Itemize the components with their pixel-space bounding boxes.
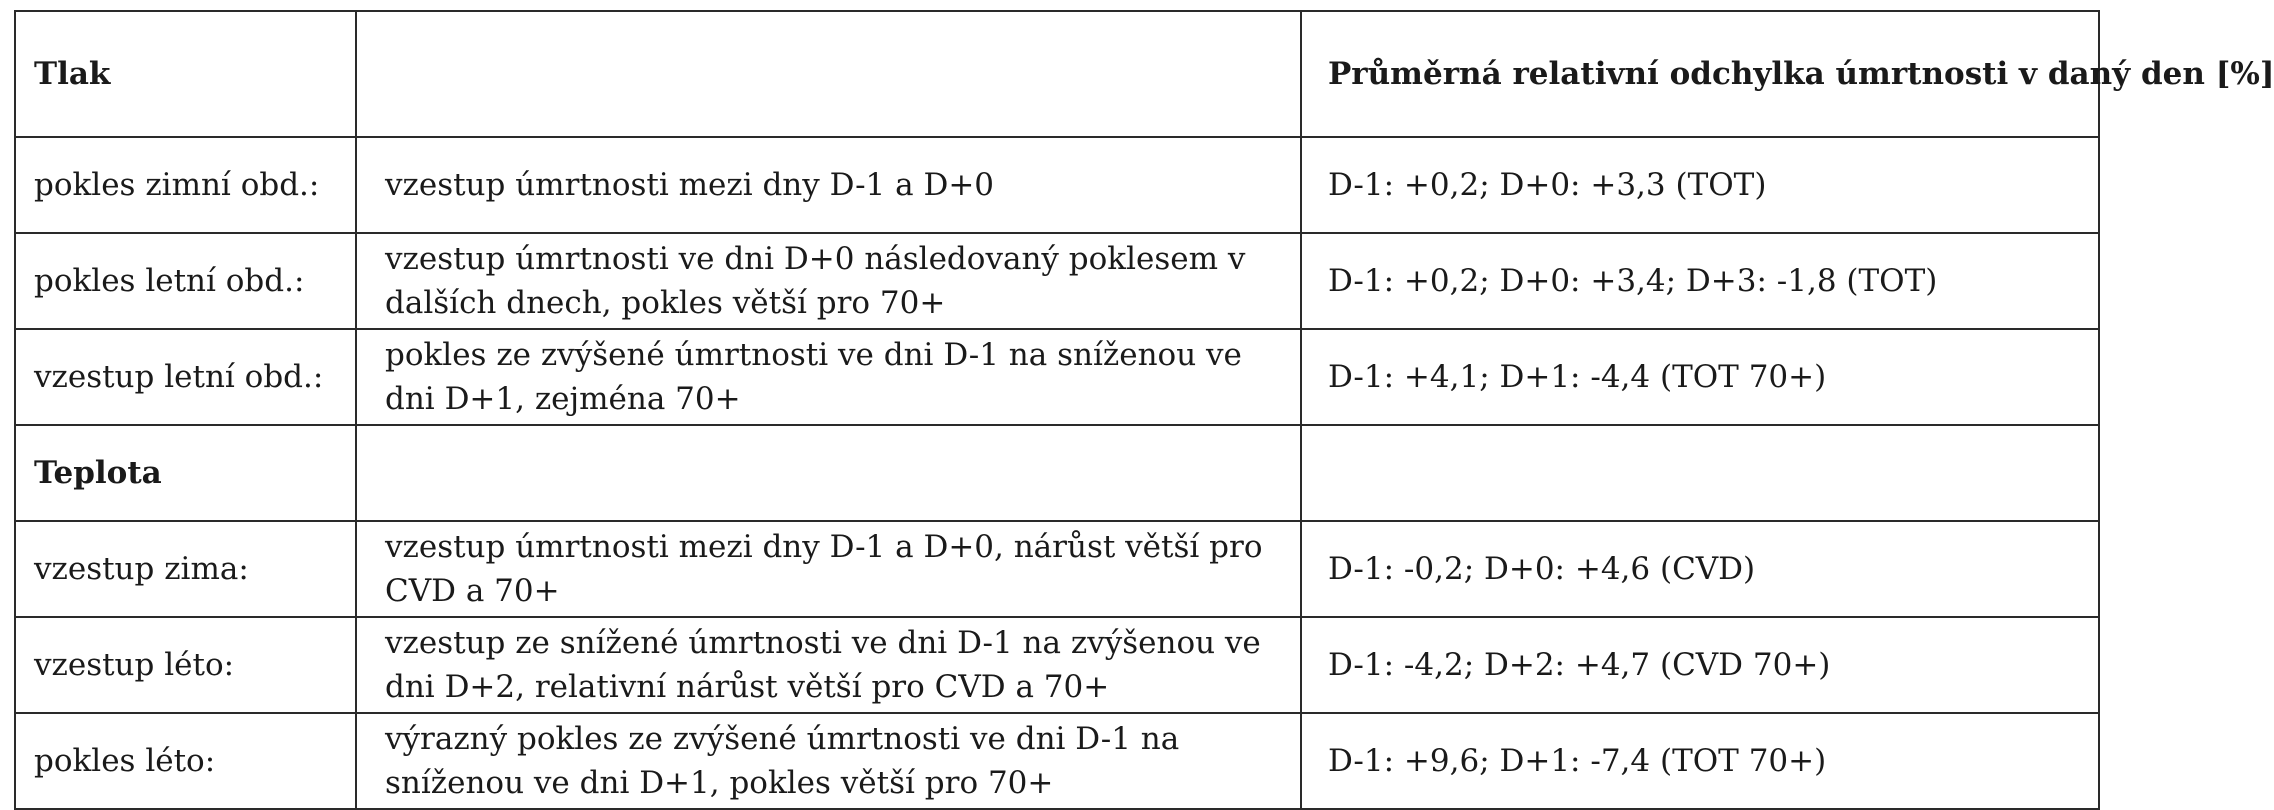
description-cell: pokles ze zvýšené úmrtnosti ve dni D-1 na sníženou ve dni D+1, zejména 70+ (356, 329, 1301, 425)
section-heading-temperature: Teplota (15, 425, 356, 521)
deviation-cell: D-1: +0,2; D+0: +3,4; D+3: -1,8 (TOT) (1301, 233, 2099, 329)
deviation-cell: D-1: -4,2; D+2: +4,7 (CVD 70+) (1301, 617, 2099, 713)
condition-cell: pokles léto: (15, 713, 356, 809)
mortality-table-container (14, 10, 2274, 801)
description-cell: vzestup ze snížené úmrtnosti ve dni D-1 na zvýšenou ve dni D+2, relativní nárůst větší pro CVD a 70+ (356, 617, 1301, 713)
header-empty-cell (356, 11, 1301, 137)
column-heading-deviation: Průměrná relativní odchylka úmrtnosti v daný den [%] (1301, 11, 2099, 137)
description-cell: vzestup úmrtnosti ve dni D+0 následovaný poklesem v dalších dnech, pokles větší pro 70+ (356, 233, 1301, 329)
deviation-cell: D-1: +9,6; D+1: -7,4 (TOT 70+) (1301, 713, 2099, 809)
section-row-temperature (15, 425, 2099, 521)
table-row (15, 233, 2099, 329)
deviation-cell: D-1: +0,2; D+0: +3,3 (TOT) (1301, 137, 2099, 233)
condition-cell: pokles zimní obd.: (15, 137, 356, 233)
description-cell: vzestup úmrtnosti mezi dny D-1 a D+0, nárůst větší pro CVD a 70+ (356, 521, 1301, 617)
mortality-deviation-table (14, 10, 2274, 810)
section-heading-pressure: Tlak (15, 11, 356, 137)
condition-cell: vzestup letní obd.: (15, 329, 356, 425)
deviation-cell: D-1: +4,1; D+1: -4,4 (TOT 70+) (1301, 329, 2099, 425)
condition-cell: vzestup léto: (15, 617, 356, 713)
deviation-cell: D-1: -0,2; D+0: +4,6 (CVD) (1301, 521, 2099, 617)
description-cell: vzestup úmrtnosti mezi dny D-1 a D+0 (356, 137, 1301, 233)
header-row (15, 11, 2099, 137)
table-row (15, 713, 2099, 809)
condition-cell: pokles letní obd.: (15, 233, 356, 329)
section-empty-cell (356, 425, 1301, 521)
table-row (15, 521, 2099, 617)
condition-cell: vzestup zima: (15, 521, 356, 617)
table-row (15, 617, 2099, 713)
table-row (15, 329, 2099, 425)
section-empty-cell (1301, 425, 2099, 521)
table-row (15, 137, 2099, 233)
description-cell: výrazný pokles ze zvýšené úmrtnosti ve dni D-1 na sníženou ve dni D+1, pokles větší pro 70+ (356, 713, 1301, 809)
